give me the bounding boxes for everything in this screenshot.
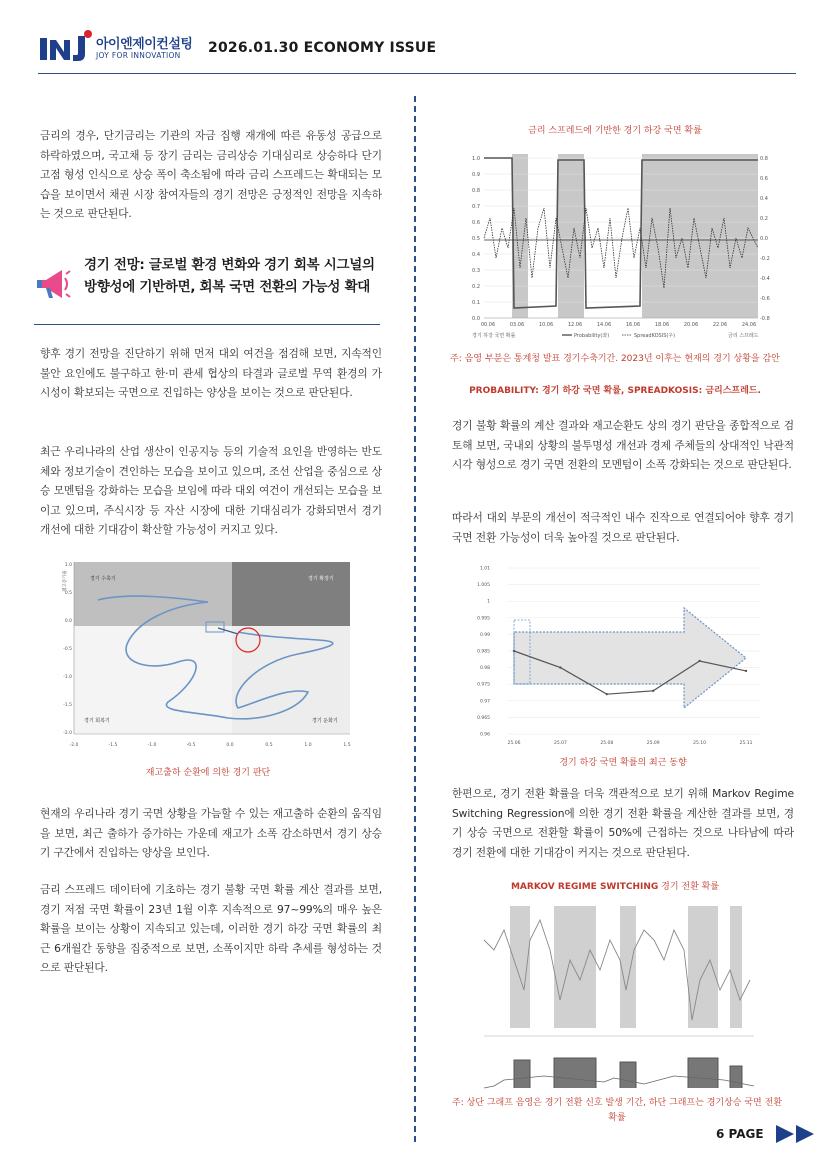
probability-xtick: 00.06: [480, 322, 496, 328]
page-number: 6 PAGE: [716, 1127, 764, 1141]
fig3-title: [462, 880, 768, 895]
paragraph-industry: 최근 우리나라의 산업 생산이 인공지능 등의 기술적 요인을 반영하는 반도체와 정보기술이 견인하는 모습을 보이고 있으며, 조선 산업을 중심으로 상승 모멘텀을 강화하는 모습을 보임에 따라 대외 여건이 개선되는 모습을 보이고 있으며, 주식시장 등 자산 시장에 대한 기대심리가 강화되면서 경기 개선에 대한 기대감이 확산할 가능성이 커지고 있다.: [40, 445, 382, 537]
paragraph-external-conditions: 향후 경기 전망을 진단하기 위해 먼저 대외 여건을 점검해 보면, 지속적인 불안 요인에도 불구하고 한·미 관세 협상의 타결과 글로벌 무역 환경의 가시성이 확보되는 국면으로 진입하는 양상을 보이는 것으로 판단된다.: [40, 347, 382, 400]
probability-ytick-right: 0.8: [760, 156, 768, 162]
probability-xtick: 12.06: [567, 322, 583, 328]
probability-ytick-right: 0.6: [760, 176, 768, 182]
probability-ytick-left: 0.0: [472, 316, 480, 322]
paragraph-combined-judgement: 경기 불황 확률의 계산 결과와 재고순환도 상의 경기 판단을 종합적으로 검토해 보면, 국내외 상황의 불투명성 개선과 경제 주체들의 상대적인 낙관적 시각 형성으로 경기 국면 전환의 모멘텀이 소폭 강화되는 것으로 판단된다.: [452, 419, 794, 472]
paragraph-markov: 한편으로, 경기 전환 확률을 더욱 객관적으로 보기 위해 Markov Regime Switching Regression에 의한 경기 전환 확률을 계산한 결과를 보면, 경기 상승 국면으로 전환할 확률이 50%에 근접하는 것으로 나타남에 따라 경기 전환에 대한 기대감이 커지는 것으로 판단된다.: [452, 787, 794, 859]
probability-ytick-left: 0.5: [472, 236, 480, 242]
paragraph-inventory-cycle: 현재의 우리나라 경기 국면 상황을 가늠할 수 있는 재고출하 순환의 움직임을 보면, 최근 출하가 증가하는 가운데 재고가 소폭 감소하면서 경기 상승기 구간에서 진입하는 양상을 보인다.: [40, 807, 382, 860]
probability-ytick-right: -0.6: [760, 296, 770, 302]
recent-ytick: 0.995: [477, 616, 490, 622]
megaphone-icon: [34, 266, 72, 302]
legend-right-axis: 금리 스프레드: [728, 333, 759, 339]
inventory-xtick: -2.0: [69, 743, 79, 748]
next-page-arrows-icon: [774, 1123, 818, 1145]
inventory-ytick: -1.5: [63, 703, 72, 708]
probability-xtick: 22.06: [712, 322, 728, 328]
fig2-caption: 경기 하강 국면 확률의 최근 동향: [559, 758, 687, 768]
inventory-ylabel: 재고증가율: [63, 570, 68, 592]
section-rule: [34, 324, 380, 325]
fig3-title-bold: MARKOV REGIME SWITCHING: [510, 882, 659, 892]
inventory-xtick: -1.5: [108, 743, 118, 748]
probability-xtick: 03.06: [509, 322, 525, 328]
inventory-xtick: -0.5: [186, 743, 196, 748]
recent-xtick: 25.07: [553, 741, 567, 746]
probability-ytick-right: -0.8: [760, 316, 770, 322]
fig3-note: 주: 상단 그래프 음영은 경기 전환 신호 발생 기간, 하단 그래프는 경기상승 국면 전환 확률: [452, 1098, 782, 1123]
paragraph-interest-rates: 금리의 경우, 단기금리는 기관의 자금 집행 재개에 따른 유동성 공급으로 하락하였으며, 국고채 등 장기 금리는 금리상승 기대심리로 상승하다 단기 고점 형성 인식으로 상승 폭이 축소됨에 따라 금리 스프레드는 확대되는 모습을 보이면서 채권 시장 참여자들의 경기 전망은 긍정적인 전망을 지속하는 것으로 판단된다.: [40, 129, 382, 221]
probability-xtick: 14.06: [596, 322, 612, 328]
probability-ytick-right: -0.4: [760, 276, 770, 282]
probability-ytick-left: 0.9: [472, 172, 480, 178]
inventory-xtick: -1.0: [147, 743, 157, 748]
page-header: [0, 0, 835, 80]
probability-ytick-right: 0.2: [760, 216, 768, 222]
probability-xtick: 24.06: [741, 322, 757, 328]
inventory-xtick: 0.5: [265, 743, 273, 748]
inventory-xtick: 1.5: [343, 743, 351, 748]
quadrant-contraction: [74, 562, 232, 626]
probability-ytick-left: 0.2: [472, 284, 480, 290]
recent-xtick: 25.11: [739, 741, 753, 746]
recent-ytick: 0.985: [477, 649, 490, 655]
recent-data-point: [606, 693, 608, 695]
recent-xtick: 25.09: [646, 741, 660, 746]
recent-ytick: 0.96: [479, 732, 490, 738]
recent-data-point: [698, 660, 700, 662]
inventory-xtick: 1.0: [304, 743, 312, 748]
section-title-outlook: 경기 전망: 글로벌 환경 변화와 경기 회복 시그널의 방향성에 기반하면, 회복 국면 전환의 가능성 확대: [84, 257, 375, 295]
probability-ytick-left: 0.1: [472, 300, 480, 306]
logo-korean-text: 아이엔제이컨설팅: [96, 37, 193, 52]
legend-spread: SpreadKOSIS(우): [634, 333, 676, 339]
quadrant-label-expansion: 경기 확장기: [308, 576, 334, 582]
probability-ytick-right: -0.2: [760, 256, 770, 262]
probability-xtick: 16.06: [625, 322, 641, 328]
contraction-shade-2: [558, 154, 584, 318]
recent-ytick: 0.98: [479, 666, 490, 672]
probability-ytick-left: 0.4: [472, 252, 480, 258]
probability-ytick-left: 1.0: [472, 156, 480, 162]
legend-probability: Probability(좌): [574, 333, 610, 339]
paragraph-spread-probability: 금리 스프레드 데이터에 기초하는 경기 불황 국면 확률 계산 결과를 보면, 경기 저점 국면 확률이 23년 1월 이후 지속적으로 97~99%의 매우 높은 확률을 보이는 상황이 지속되고 있는데, 이러한 경기 하강 국면 확률의 최근 6개월간 동향을 집중적으로 보면, 소폭이지만 하락 추세를 형성하는 것으로 판단된다.: [40, 883, 382, 975]
paragraph-domestic-demand: 따라서 대외 부문의 개선이 적극적인 내수 진작으로 연결되어야 향후 경기 국면 전환 가능성이 더욱 높아질 것으로 판단된다.: [452, 511, 794, 544]
fig1-note: 주: 음영 부분은 통계청 발표 경기수축기간. 2023년 이후는 현재의 경기 상황을 감안: [450, 354, 780, 364]
probability-ytick-right: 0.0: [760, 236, 768, 242]
inventory-chart-caption: 재고출하 순환에 의한 경기 판단: [145, 768, 271, 778]
inventory-cycle-chart: [58, 562, 358, 756]
recent-xtick: 25.08: [600, 741, 614, 746]
recent-ytick: 1.005: [477, 583, 490, 589]
recent-ytick: 0.965: [477, 715, 490, 721]
header-rule: [38, 73, 796, 74]
signal-shade-3: [620, 906, 636, 1028]
inventory-ytick: -2.0: [63, 731, 72, 736]
probability-ytick-left: 0.3: [472, 268, 480, 274]
recent-xtick: 25.10: [693, 741, 707, 746]
probability-ytick-left: 0.8: [472, 188, 480, 194]
inventory-ytick: 0.5: [64, 591, 72, 596]
legend-left-axis: 경기 하강 국면 확률: [472, 333, 516, 339]
fig1-title: 금리 스프레드에 기반한 경기 하강 국면 확률: [528, 126, 702, 136]
logo-tagline: JOY FOR INNOVATION: [96, 51, 181, 60]
inventory-xtick: 0.0: [226, 743, 234, 748]
issue-title: 2026.01.30 ECONOMY ISSUE: [208, 40, 437, 56]
probability-ytick-left: 0.7: [472, 204, 480, 210]
quadrant-label-contraction: 경기 수축기: [90, 576, 116, 582]
recent-data-point: [745, 670, 747, 672]
recent-ytick: 0.975: [477, 682, 490, 688]
probability-ytick-right: 0.4: [760, 196, 768, 202]
inj-logo-mark: [38, 30, 94, 62]
inventory-ytick: 1.0: [64, 563, 72, 568]
quadrant-label-slowdown: 경기 둔화기: [312, 718, 338, 724]
probability-ytick-left: 0.6: [472, 220, 480, 226]
markov-regime-chart: [474, 900, 772, 1090]
recession-probability-chart: [466, 148, 772, 340]
fig1-legend-note: PROBABILITY: 경기 하강 국면 확률, SPREADKOSIS: 금리스프레드.: [469, 386, 761, 396]
fig3-title-rest: 경기 전환 확률: [658, 882, 720, 892]
inventory-ytick: -0.5: [63, 647, 72, 652]
quadrant-label-recovery: 경기 회복기: [84, 718, 110, 724]
probability-xtick: 20.06: [683, 322, 699, 328]
recent-data-point: [559, 666, 561, 668]
probability-xtick: 10.06: [538, 322, 554, 328]
signal-shade-2: [554, 906, 596, 1028]
recent-probability-chart: [474, 558, 772, 748]
recent-ytick: 0.97: [479, 699, 490, 705]
quadrant-expansion: [232, 562, 350, 626]
inventory-ytick: -1.0: [63, 675, 72, 680]
recent-data-point: [513, 650, 515, 652]
recent-ytick: 1.01: [479, 566, 490, 572]
inventory-ytick: 0.0: [64, 619, 72, 624]
company-logo: [38, 30, 198, 66]
probability-xtick: 18.06: [654, 322, 670, 328]
column-divider: [414, 96, 416, 1142]
contraction-shade-3: [642, 154, 758, 318]
recent-ytick: 0.99: [479, 632, 490, 638]
recent-xtick: 25.06: [507, 741, 521, 746]
signal-shade-4: [688, 906, 718, 1028]
signal-shade-5: [730, 906, 742, 1028]
recent-ytick: 1: [487, 599, 490, 605]
recent-data-point: [652, 690, 654, 692]
